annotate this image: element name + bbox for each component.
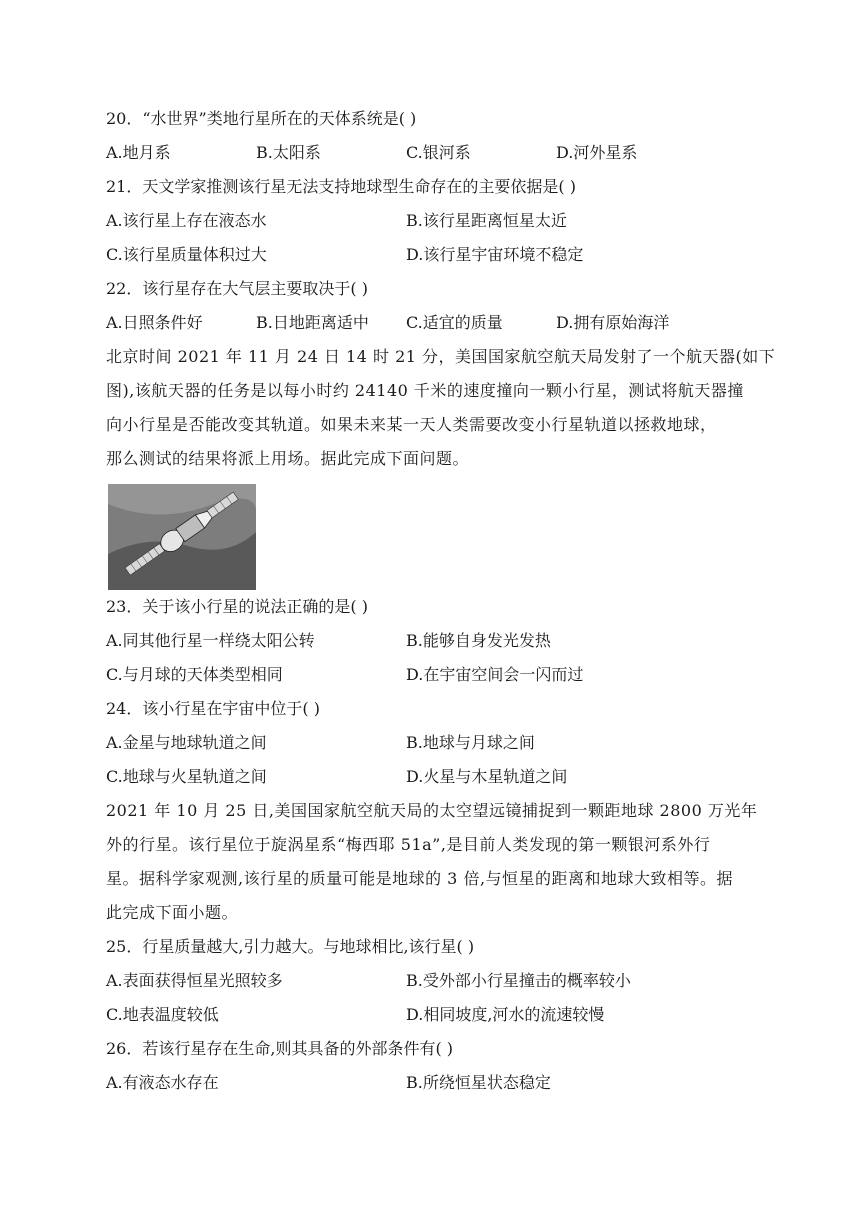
option-c: C.银河系 (406, 143, 471, 162)
option-a: A.同其他行星一样绕太阳公转 (106, 631, 315, 650)
option-b: B.太阳系 (256, 143, 321, 162)
question-21-options-row-2 (106, 238, 758, 272)
option-d: D.相同坡度,河水的流速较慢 (406, 1005, 605, 1024)
option-a: A.该行星上存在液态水 (106, 211, 267, 230)
option-a: A.表面获得恒星光照较多 (106, 971, 283, 990)
passage-line: 那么测试的结果将派上用场。据此完成下面问题。 (106, 449, 470, 468)
option-c: C.与月球的天体类型相同 (106, 665, 283, 684)
option-b: B.日地距离适中 (256, 313, 369, 332)
spacecraft-illustration (108, 484, 256, 590)
question-26-stem: 26．若该行星存在生命,则其具备的外部条件有( ) (106, 1039, 454, 1058)
option-a: A.地月系 (106, 143, 171, 162)
exam-page (106, 102, 776, 1100)
passage-line: 此完成下面小题。 (106, 903, 239, 922)
option-b: B.该行星距离恒星太近 (406, 211, 567, 230)
option-b: B.地球与月球之间 (406, 733, 535, 752)
passage-exoplanet (106, 794, 758, 930)
option-d: D.火星与木星轨道之间 (406, 767, 568, 786)
passage-line: 图),该航天器的任务是以每小时约 24140 千米的速度撞向一颗小行星，测试将航天器撞 (106, 381, 744, 400)
option-c: C.地球与火星轨道之间 (106, 767, 267, 786)
option-a: A.有液态水存在 (106, 1073, 219, 1092)
question-25-options-row-1 (106, 964, 758, 998)
question-24-stem: 24．该小行星在宇宙中位于( ) (106, 699, 320, 718)
question-21-options-row-1 (106, 204, 758, 238)
spacecraft-photo (108, 484, 256, 590)
question-25-stem: 25．行星质量越大,引力越大。与地球相比,该行星( ) (106, 937, 475, 956)
question-23-options-row-2 (106, 658, 758, 692)
question-20-stem: 20．“水世界”类地行星所在的天体系统是( ) (106, 109, 417, 128)
question-20-options (106, 136, 758, 170)
option-b: B.所绕恒星状态稳定 (406, 1073, 551, 1092)
passage-line: 外的行星。该行星位于旋涡星系“梅西耶 51a”,是目前人类发现的第一颗银河系外行 (106, 835, 711, 854)
question-26-options-row-1 (106, 1066, 758, 1100)
option-c: C.适宜的质量 (406, 313, 503, 332)
option-c: C.该行星质量体积过大 (106, 245, 267, 264)
option-d: D.该行星宇宙环境不稳定 (406, 245, 584, 264)
option-d: D.河外星系 (556, 143, 638, 162)
question-22-stem: 22．该行星存在大气层主要取决于( ) (106, 279, 368, 298)
question-21-stem: 21．天文学家推测该行星无法支持地球型生命存在的主要依据是( ) (106, 177, 576, 196)
question-23-stem: 23．关于该小行星的说法正确的是( ) (106, 597, 368, 616)
option-a: A.金星与地球轨道之间 (106, 733, 267, 752)
option-c: C.地表温度较低 (106, 1005, 219, 1024)
question-22-options (106, 306, 758, 340)
question-24-options-row-1 (106, 726, 758, 760)
option-b: B.能够自身发光发热 (406, 631, 551, 650)
passage-line: 星。据科学家观测,该行星的质量可能是地球的 3 倍,与恒星的距离和地球大致相等。据 (106, 869, 734, 888)
question-25-options-row-2 (106, 998, 758, 1032)
question-23-options-row-1 (106, 624, 758, 658)
option-b: B.受外部小行星撞击的概率较小 (406, 971, 631, 990)
option-d: D.在宇宙空间会一闪而过 (406, 665, 584, 684)
passage-line: 北京时间 2021 年 11 月 24 日 14 时 21 分，美国国家航空航天局发射了一个航天器(如下 (106, 347, 776, 366)
question-24-options-row-2 (106, 760, 758, 794)
option-a: A.日照条件好 (106, 313, 203, 332)
option-d: D.拥有原始海洋 (556, 313, 670, 332)
passage-spacecraft (106, 340, 776, 476)
passage-line: 2021 年 10 月 25 日,美国国家航空航天局的太空望远镜捕捉到一颗距地球 2800 万光年 (106, 801, 758, 820)
passage-line: 向小行星是否能改变其轨道。如果未来某一天人类需要改变小行星轨道以拯救地球， (106, 415, 717, 434)
